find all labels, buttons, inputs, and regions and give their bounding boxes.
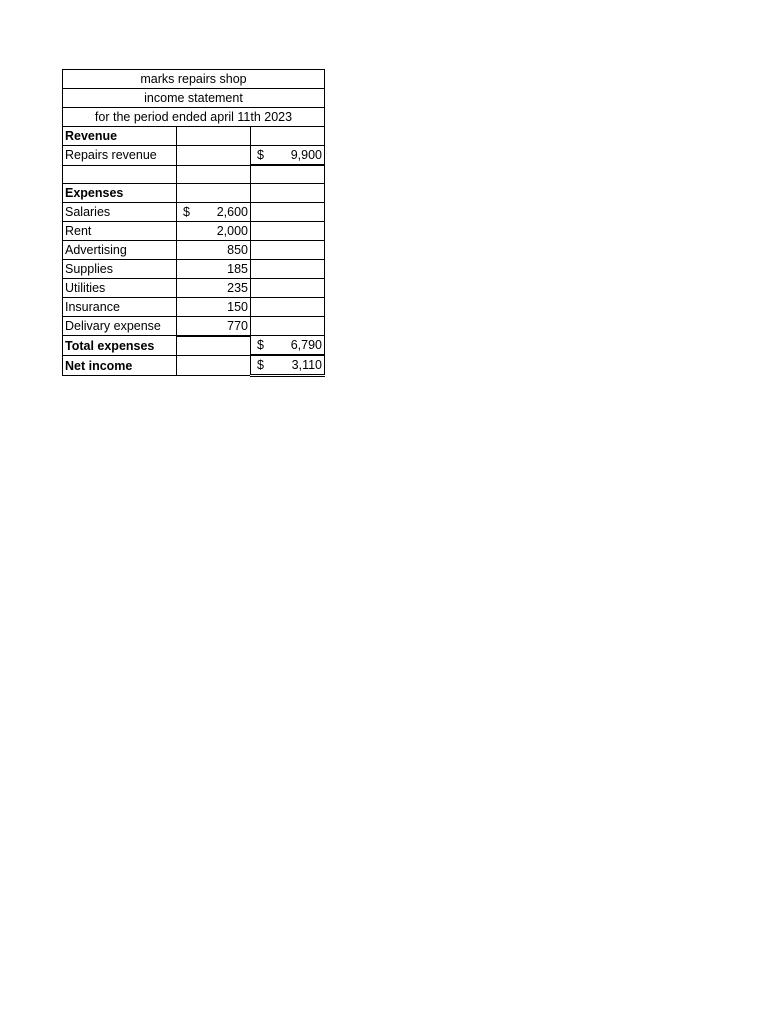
expense-row — [63, 316, 325, 336]
expense-label[interactable]: Advertising — [63, 240, 177, 259]
empty-cell[interactable] — [251, 316, 325, 336]
currency-symbol: $ — [257, 338, 264, 353]
empty-cell[interactable] — [177, 336, 251, 356]
empty-cell[interactable] — [177, 127, 251, 146]
repairs-revenue-amount: 9,900 — [290, 148, 322, 162]
net-income-amount-cell[interactable] — [251, 355, 325, 376]
total-expenses-amount: 6,790 — [290, 338, 322, 353]
expense-amount[interactable]: 770 — [177, 316, 251, 336]
empty-cell[interactable] — [251, 221, 325, 240]
company-name[interactable]: marks repairs shop — [63, 70, 325, 89]
expense-label[interactable]: Rent — [63, 221, 177, 240]
expense-label[interactable]: Insurance — [63, 297, 177, 316]
section-row-revenue — [63, 127, 325, 146]
repairs-revenue-label[interactable]: Repairs revenue — [63, 146, 177, 166]
expense-amount[interactable]: 150 — [177, 297, 251, 316]
expense-row — [63, 202, 325, 221]
net-income-label[interactable]: Net income — [63, 355, 177, 376]
empty-cell[interactable] — [251, 240, 325, 259]
expenses-section-label[interactable]: Expenses — [63, 183, 177, 202]
statement-title[interactable]: income statement — [63, 89, 325, 108]
expense-row — [63, 278, 325, 297]
net-income-amount: 3,110 — [291, 358, 322, 373]
expense-label[interactable]: Utilities — [63, 278, 177, 297]
empty-cell[interactable] — [251, 278, 325, 297]
expense-amount[interactable]: 185 — [177, 259, 251, 278]
total-expenses-row — [63, 336, 325, 356]
expense-label[interactable]: Salaries — [63, 202, 177, 221]
title-row — [63, 89, 325, 108]
expense-label[interactable]: Supplies — [63, 259, 177, 278]
currency-symbol: $ — [257, 148, 264, 162]
currency-symbol: $ — [257, 358, 264, 373]
empty-cell[interactable] — [251, 183, 325, 202]
expense-row — [63, 221, 325, 240]
expense-label[interactable]: Delivary expense — [63, 316, 177, 336]
empty-cell[interactable] — [251, 259, 325, 278]
expense-row — [63, 240, 325, 259]
period-label[interactable]: for the period ended april 11th 2023 — [63, 108, 325, 127]
net-income-row — [63, 355, 325, 376]
title-row — [63, 108, 325, 127]
empty-cell[interactable] — [251, 127, 325, 146]
empty-cell[interactable] — [177, 165, 251, 183]
expense-amount[interactable]: 2,000 — [177, 221, 251, 240]
total-expenses-amount-cell[interactable] — [251, 336, 325, 356]
income-statement-table — [62, 69, 325, 377]
expense-row — [63, 259, 325, 278]
section-row-expenses — [63, 183, 325, 202]
expense-amount-cell[interactable] — [177, 202, 251, 221]
expense-amount: 2,600 — [216, 204, 248, 219]
title-row — [63, 70, 325, 89]
empty-cell[interactable] — [251, 297, 325, 316]
line-row-repairs-revenue — [63, 146, 325, 166]
expense-amount[interactable]: 235 — [177, 278, 251, 297]
empty-cell[interactable] — [177, 183, 251, 202]
repairs-revenue-amount-cell[interactable] — [251, 146, 325, 166]
empty-cell[interactable] — [63, 165, 177, 183]
revenue-section-label[interactable]: Revenue — [63, 127, 177, 146]
empty-cell[interactable] — [177, 146, 251, 166]
expense-row — [63, 297, 325, 316]
empty-cell[interactable] — [251, 202, 325, 221]
blank-row — [63, 165, 325, 183]
expense-amount[interactable]: 850 — [177, 240, 251, 259]
empty-cell[interactable] — [251, 165, 325, 183]
total-expenses-label[interactable]: Total expenses — [63, 336, 177, 356]
empty-cell[interactable] — [177, 355, 251, 376]
currency-symbol: $ — [183, 204, 190, 219]
